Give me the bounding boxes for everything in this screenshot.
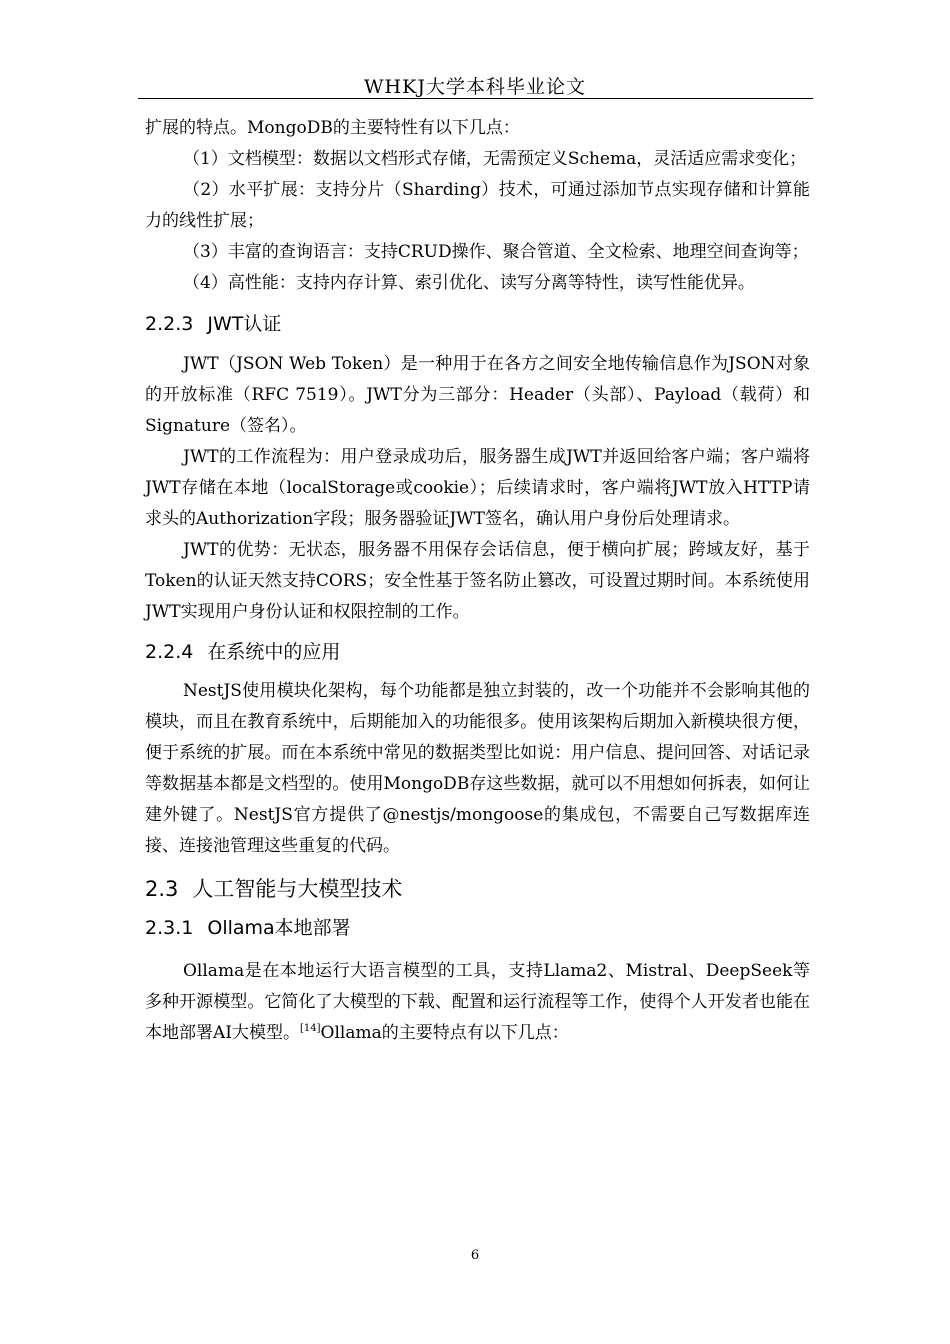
ollama-text: Ollama是在本地运行大语言模型的工具，支持Llama2、Mistral、DeepSeek等多种开源模型。它简化了大模型的下载、配置和运行流程等工作，使得个人开发者也能在本地部署AI大模型。: [145, 961, 810, 1043]
jwt-paragraph-2: JWT的工作流程为：用户登录成功后，服务器生成JWT并返回给客户端；客户端将JWT存储在本地（localStorage或cookie）；后续请求时，客户端将JWT放入HTTP请求头的Authorization字段；服务器验证JWT签名，确认用户身份后处理请求。: [145, 447, 810, 529]
section-heading-2-3: [145, 876, 810, 902]
section-title: Ollama本地部署: [207, 917, 351, 939]
citation-reference: [14]: [300, 1023, 321, 1034]
running-header: WHKJ大学本科毕业论文: [364, 76, 586, 98]
section-heading-2-2-3: [145, 312, 810, 336]
section-heading-2-2-4: [145, 640, 810, 664]
section-title: 人工智能与大模型技术: [192, 877, 403, 901]
section-number: 2.2.3: [145, 313, 194, 335]
jwt-paragraph-1: JWT（JSON Web Token）是一种用于在各方之间安全地传输信息作为JSON对象的开放标准（RFC 7519）。JWT分为三部分：Header（头部）、Payload（载荷）和Signature（签名）。: [145, 354, 810, 436]
section-title: JWT认证: [207, 313, 282, 335]
ollama-text-continued: Ollama的主要特点有以下几点：: [320, 1023, 569, 1043]
section-title: 在系统中的应用: [207, 641, 341, 663]
section-number: 2.3: [145, 877, 179, 901]
feature-item-2: （2）水平扩展：支持分片（Sharding）技术，可通过添加节点实现存储和计算能力的线性扩展；: [145, 180, 810, 231]
header-divider: [138, 98, 813, 99]
section-number: 2.3.1: [145, 917, 194, 939]
feature-item-1: （1）文档模型：数据以文档形式存储，无需预定义Schema，灵活适应需求变化；: [183, 149, 807, 169]
feature-item-3: （3）丰富的查询语言：支持CRUD操作、聚合管道、全文检索、地理空间查询等；: [183, 242, 809, 262]
feature-item-4: （4）高性能：支持内存计算、索引优化、读写分离等特性，读写性能优异。: [183, 273, 755, 293]
page-body: [145, 113, 810, 1049]
ollama-paragraph: [145, 956, 810, 1049]
page-number: 6: [470, 1248, 480, 1263]
application-paragraph: NestJS使用模块化架构，每个功能都是独立封装的，改一个功能并不会影响其他的模块，而且在教育系统中，后期能加入的功能很多。使用该架构后期加入新模块很方便，便于系统的扩展。而在本系统中常见的数据类型比如说：用户信息、提问回答、对话记录等数据基本都是文档型的。使用MongoDB存这些数据，就可以不用想如何拆表，如何让建外键了。NestJS官方提供了@nestjs/mongoose的集成包，不需要自己写数据库连接、连接池管理这些重复的代码。: [145, 681, 810, 856]
section-heading-2-3-1: [145, 916, 810, 940]
intro-continuation: 扩展的特点。MongoDB的主要特性有以下几点：: [145, 118, 520, 138]
section-number: 2.2.4: [145, 641, 194, 663]
jwt-paragraph-3: JWT的优势：无状态，服务器不用保存会话信息，便于横向扩展；跨域友好，基于Token的认证天然支持CORS；安全性基于签名防止篡改，可设置过期时间。本系统使用JWT实现用户身份认证和权限控制的工作。: [145, 540, 810, 622]
